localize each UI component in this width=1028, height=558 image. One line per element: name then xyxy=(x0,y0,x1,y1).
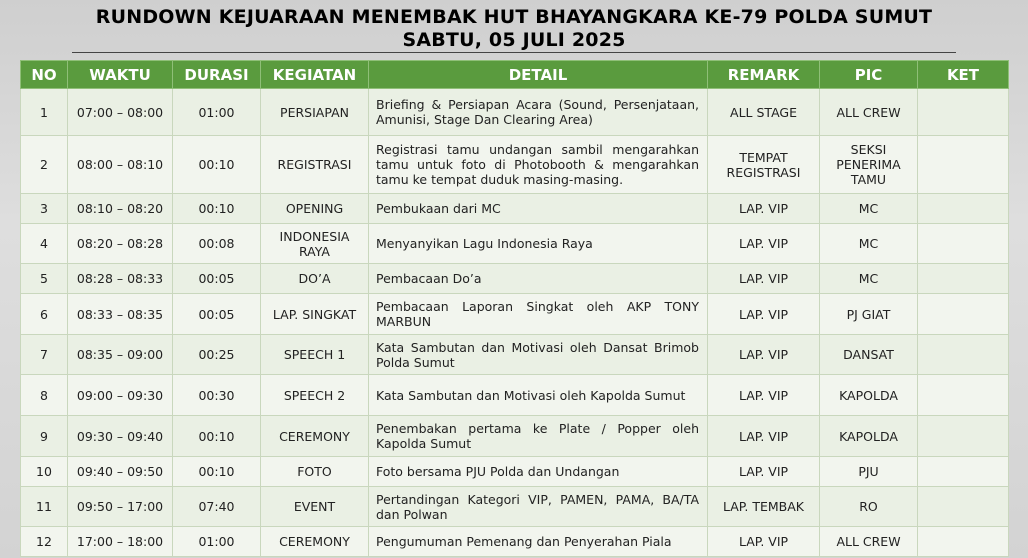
cell-waktu: 09:40 – 09:50 xyxy=(68,457,173,487)
cell-waktu: 08:35 – 09:00 xyxy=(68,335,173,375)
cell-remark: LAP. VIP xyxy=(708,264,820,294)
cell-waktu: 08:10 – 08:20 xyxy=(68,194,173,224)
cell-durasi: 00:10 xyxy=(173,194,261,224)
header-ket: KET xyxy=(918,61,1009,89)
cell-detail: Pertandingan Kategori VIP, PAMEN, PAMA, BA/TA dan Polwan xyxy=(369,487,708,527)
cell-no: 2 xyxy=(21,136,68,194)
cell-waktu: 08:28 – 08:33 xyxy=(68,264,173,294)
cell-durasi: 00:05 xyxy=(173,264,261,294)
header-pic: PIC xyxy=(820,61,918,89)
cell-no: 9 xyxy=(21,416,68,457)
cell-no: 4 xyxy=(21,224,68,264)
cell-durasi: 00:30 xyxy=(173,375,261,416)
cell-no: 5 xyxy=(21,264,68,294)
cell-pic: PJ GIAT xyxy=(820,294,918,335)
cell-detail: Foto bersama PJU Polda dan Undangan xyxy=(369,457,708,487)
cell-waktu: 09:50 – 17:00 xyxy=(68,487,173,527)
table-row xyxy=(21,487,1009,527)
cell-ket xyxy=(918,136,1009,194)
cell-pic: MC xyxy=(820,264,918,294)
cell-no: 11 xyxy=(21,487,68,527)
cell-ket xyxy=(918,224,1009,264)
cell-durasi: 00:25 xyxy=(173,335,261,375)
cell-ket xyxy=(918,294,1009,335)
cell-detail: Pengumuman Pemenang dan Penyerahan Piala xyxy=(369,527,708,557)
cell-waktu: 08:20 – 08:28 xyxy=(68,224,173,264)
cell-kegiatan: CEREMONY xyxy=(261,527,369,557)
table-header-row xyxy=(21,61,1009,89)
title-line-2: SABTU, 05 JULI 2025 xyxy=(402,29,626,51)
table-row xyxy=(21,375,1009,416)
cell-ket xyxy=(918,264,1009,294)
table-row xyxy=(21,457,1009,487)
cell-no: 7 xyxy=(21,335,68,375)
cell-detail: Kata Sambutan dan Motivasi oleh Dansat Brimob Polda Sumut xyxy=(369,335,708,375)
cell-remark: LAP. VIP xyxy=(708,194,820,224)
table-row xyxy=(21,416,1009,457)
cell-detail: Pembacaan Laporan Singkat oleh AKP TONY MARBUN xyxy=(369,294,708,335)
cell-pic: RO xyxy=(820,487,918,527)
cell-kegiatan: OPENING xyxy=(261,194,369,224)
cell-remark: LAP. VIP xyxy=(708,375,820,416)
cell-no: 6 xyxy=(21,294,68,335)
table-row xyxy=(21,294,1009,335)
cell-no: 1 xyxy=(21,89,68,136)
cell-durasi: 00:10 xyxy=(173,416,261,457)
cell-waktu: 08:33 – 08:35 xyxy=(68,294,173,335)
cell-remark: LAP. TEMBAK xyxy=(708,487,820,527)
cell-remark: LAP. VIP xyxy=(708,224,820,264)
cell-pic: MC xyxy=(820,194,918,224)
cell-waktu: 09:00 – 09:30 xyxy=(68,375,173,416)
cell-remark: TEMPAT REGISTRASI xyxy=(708,136,820,194)
cell-pic: ALL CREW xyxy=(820,527,918,557)
cell-detail: Registrasi tamu undangan sambil mengarahkan tamu untuk foto di Photobooth & mengarahkan tamu ke tempat duduk masing-masing. xyxy=(369,136,708,194)
cell-durasi: 00:08 xyxy=(173,224,261,264)
cell-detail: Briefing & Persiapan Acara (Sound, Persenjataan, Amunisi, Stage Dan Clearing Area) xyxy=(369,89,708,136)
cell-remark: LAP. VIP xyxy=(708,335,820,375)
cell-kegiatan: PERSIAPAN xyxy=(261,89,369,136)
cell-remark: LAP. VIP xyxy=(708,416,820,457)
title-line-1: RUNDOWN KEJUARAAN MENEMBAK HUT BHAYANGKARA KE-79 POLDA SUMUT xyxy=(95,6,933,28)
cell-detail: Penembakan pertama ke Plate / Popper oleh Kapolda Sumut xyxy=(369,416,708,457)
header-remark: REMARK xyxy=(708,61,820,89)
cell-kegiatan: REGISTRASI xyxy=(261,136,369,194)
table-row xyxy=(21,335,1009,375)
cell-durasi: 07:40 xyxy=(173,487,261,527)
cell-kegiatan: SPEECH 2 xyxy=(261,375,369,416)
cell-pic: PJU xyxy=(820,457,918,487)
cell-detail: Kata Sambutan dan Motivasi oleh Kapolda Sumut xyxy=(369,375,708,416)
cell-ket xyxy=(918,375,1009,416)
rundown-table xyxy=(20,60,1009,557)
cell-kegiatan: CEREMONY xyxy=(261,416,369,457)
cell-ket xyxy=(918,194,1009,224)
table-row xyxy=(21,194,1009,224)
header-no: NO xyxy=(21,61,68,89)
cell-remark: LAP. VIP xyxy=(708,527,820,557)
cell-kegiatan: FOTO xyxy=(261,457,369,487)
cell-detail: Menyanyikan Lagu Indonesia Raya xyxy=(369,224,708,264)
cell-waktu: 17:00 – 18:00 xyxy=(68,527,173,557)
cell-kegiatan: LAP. SINGKAT xyxy=(261,294,369,335)
header-kegiatan: KEGIATAN xyxy=(261,61,369,89)
cell-kegiatan: DO’A xyxy=(261,264,369,294)
cell-detail: Pembacaan Do’a xyxy=(369,264,708,294)
cell-ket xyxy=(918,89,1009,136)
cell-ket xyxy=(918,487,1009,527)
cell-durasi: 01:00 xyxy=(173,527,261,557)
cell-durasi: 01:00 xyxy=(173,89,261,136)
cell-kegiatan: EVENT xyxy=(261,487,369,527)
cell-no: 3 xyxy=(21,194,68,224)
cell-ket xyxy=(918,457,1009,487)
cell-kegiatan: SPEECH 1 xyxy=(261,335,369,375)
cell-ket xyxy=(918,335,1009,375)
cell-durasi: 00:10 xyxy=(173,457,261,487)
cell-pic: KAPOLDA xyxy=(820,416,918,457)
cell-remark: ALL STAGE xyxy=(708,89,820,136)
cell-pic: MC xyxy=(820,224,918,264)
cell-no: 10 xyxy=(21,457,68,487)
cell-pic: KAPOLDA xyxy=(820,375,918,416)
cell-no: 12 xyxy=(21,527,68,557)
cell-pic: ALL CREW xyxy=(820,89,918,136)
header-waktu: WAKTU xyxy=(68,61,173,89)
cell-pic: DANSAT xyxy=(820,335,918,375)
table-row xyxy=(21,264,1009,294)
cell-kegiatan: INDONESIA RAYA xyxy=(261,224,369,264)
header-durasi: DURASI xyxy=(173,61,261,89)
cell-remark: LAP. VIP xyxy=(708,294,820,335)
cell-waktu: 07:00 – 08:00 xyxy=(68,89,173,136)
cell-durasi: 00:10 xyxy=(173,136,261,194)
cell-no: 8 xyxy=(21,375,68,416)
cell-pic: SEKSI PENERIMA TAMU xyxy=(820,136,918,194)
table-row xyxy=(21,527,1009,557)
cell-waktu: 09:30 – 09:40 xyxy=(68,416,173,457)
cell-remark: LAP. VIP xyxy=(708,457,820,487)
cell-detail: Pembukaan dari MC xyxy=(369,194,708,224)
cell-durasi: 00:05 xyxy=(173,294,261,335)
title-underline xyxy=(72,52,956,53)
document-title xyxy=(0,6,1028,52)
cell-ket xyxy=(918,527,1009,557)
cell-waktu: 08:00 – 08:10 xyxy=(68,136,173,194)
table-row xyxy=(21,224,1009,264)
cell-ket xyxy=(918,416,1009,457)
table-row xyxy=(21,89,1009,136)
table-row xyxy=(21,136,1009,194)
header-detail: DETAIL xyxy=(369,61,708,89)
